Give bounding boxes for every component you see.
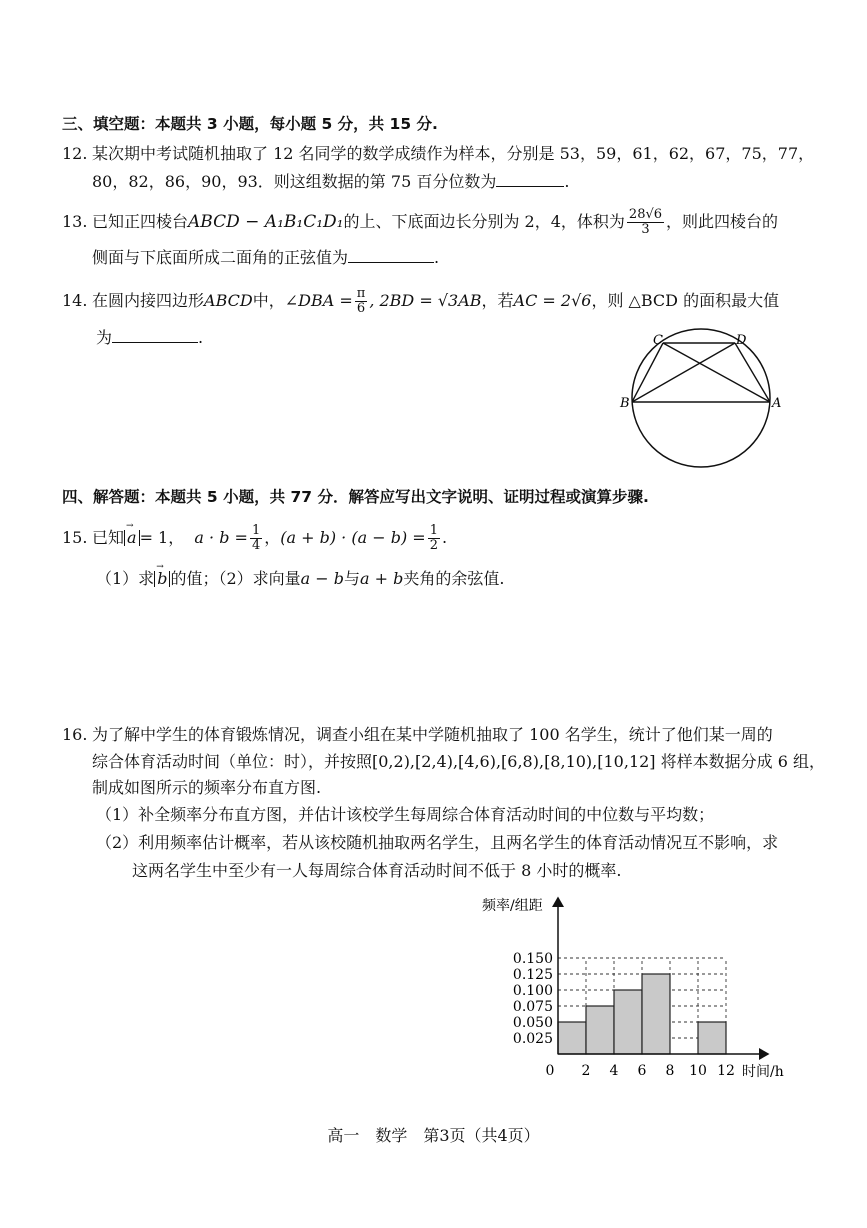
q12-text1: 某次期中考试随机抽取了 12 名同学的数学成绩作为样本，分别是 53，59，61，62，67，75，77， xyxy=(92,144,815,163)
x-tick-label: 2 xyxy=(581,1063,591,1079)
q13-volume-fraction xyxy=(627,208,664,237)
q14-circle-figure xyxy=(615,325,790,475)
q13-mid: 的上、下底面边长分别为 2，4，体积为 xyxy=(343,212,625,231)
q14-text2: 为 xyxy=(96,328,113,347)
q15-line2 xyxy=(96,569,504,589)
q14-mid2: ，若 xyxy=(481,291,514,310)
q14-line2 xyxy=(96,328,203,348)
q14-ac: AC = 2√6 xyxy=(513,291,592,310)
histogram-bar xyxy=(558,1022,586,1054)
y-tick-label: 0.100 xyxy=(512,983,553,999)
q15-sub2c: 夹角的余弦值. xyxy=(403,569,505,588)
y-axis-label: 频率/组距 xyxy=(482,898,543,914)
q15-expr: (a + b) · (a − b) = xyxy=(280,528,426,547)
x-tick-label: 6 xyxy=(637,1063,647,1079)
q12-number: 12. xyxy=(62,144,88,163)
y-tick-label: 0.075 xyxy=(512,999,553,1015)
q14-pre: 在圆内接四边形 xyxy=(92,291,205,310)
q15-fraction-2 xyxy=(428,524,440,553)
q12-line2 xyxy=(92,172,569,192)
y-tick-label: 0.025 xyxy=(512,1031,553,1047)
q14-end: . xyxy=(198,328,204,347)
q13-frac-num: 28√6 xyxy=(628,207,663,222)
q16-sub2a: （2）利用频率估计概率，若从该校随机抽取两名学生，且两名学生的体育活动情况互不影响，求 xyxy=(96,833,779,852)
histogram-bar xyxy=(614,990,642,1054)
q15-abs-a-vector: → a xyxy=(127,530,137,546)
q13-answer-blank[interactable] xyxy=(348,248,434,263)
q15-comma: ， xyxy=(264,528,281,547)
q14-condition: , 2BD = √3AB xyxy=(369,291,482,310)
x-tick-label: 0 xyxy=(545,1063,555,1079)
q14-number: 14. xyxy=(62,291,88,310)
q13-end: . xyxy=(434,248,440,267)
q16-line3: 制成如图所示的频率分布直方图. xyxy=(92,778,322,797)
x-tick-labels xyxy=(546,1063,735,1079)
q15-sub1b: 的值；（2）求向量 xyxy=(170,569,301,588)
q15-end: . xyxy=(441,528,448,547)
y-tick-label: 0.150 xyxy=(512,951,553,967)
q15-eq1: = 1， xyxy=(139,528,185,547)
q16-sub1: （1）补全频率分布直方图，并估计该校学生每周综合体育活动时间的中位数与平均数； xyxy=(96,805,715,824)
q12-end: . xyxy=(564,172,570,191)
q15-number: 15. xyxy=(62,528,88,547)
q13-pre: 已知正四棱台 xyxy=(92,212,189,231)
section4-title: 四、解答题：本题共 5 小题，共 77 分．解答应写出文字说明、证明过程或演算步骤. xyxy=(62,488,649,506)
q12-text2: 80，82，86，90，93．则这组数据的第 75 百分位数为 xyxy=(92,172,497,191)
q14-line1 xyxy=(62,287,779,316)
q13-post: ，则此四棱台的 xyxy=(666,212,779,231)
label-c: C xyxy=(653,333,663,348)
q14-angle-fraction xyxy=(355,287,368,316)
y-tick-label: 0.050 xyxy=(512,1015,553,1031)
q14-quad: ABCD xyxy=(204,291,253,310)
q15-f1-den: 4 xyxy=(251,538,261,553)
q16-text1: 为了解中学生的体育锻炼情况，调查小组在某中学随机抽取了 100 名学生，统计了他们某一周的 xyxy=(92,725,773,744)
q14-angle: ∠DBA = xyxy=(284,291,353,310)
q12-answer-blank[interactable] xyxy=(496,172,564,187)
q13-number: 13. xyxy=(62,212,88,231)
q15-sub2b: 与 xyxy=(343,569,360,588)
label-d: D xyxy=(736,333,747,348)
q15-abs-a xyxy=(124,530,140,546)
x-tick-label: 8 xyxy=(665,1063,675,1079)
q13-line1 xyxy=(62,208,778,237)
q16-sub2b: 这两名学生中至少有一人每周综合体育活动时间不低于 8 小时的概率. xyxy=(132,861,622,880)
q14-frac-num: π xyxy=(356,286,366,301)
q16-number: 16. xyxy=(62,725,88,744)
q16-line2: 综合体育活动时间（单位：时），并按照[0,2),[2,4),[4,6),[6,8),[8,10),[10,12] 将样本数据分成 6 组， xyxy=(92,752,825,771)
q15-f2-den: 2 xyxy=(429,538,438,553)
x-tick-label: 12 xyxy=(717,1063,735,1079)
histogram-bar xyxy=(642,974,670,1054)
q13-text2: 侧面与下底面所成二面角的正弦值为 xyxy=(92,248,349,267)
x-tick-label: 10 xyxy=(689,1063,707,1079)
q14-mid1: 中， xyxy=(252,291,285,310)
circumcircle xyxy=(632,329,770,467)
q15-abs-b xyxy=(154,571,170,587)
q15-f2-num: 1 xyxy=(429,523,438,538)
page-footer: 高一 数学 第3页（共4页） xyxy=(327,1126,540,1145)
diagonal-ca xyxy=(663,343,770,402)
q13-frustum-name: ABCD − A₁B₁C₁D₁ xyxy=(188,212,344,232)
label-b: B xyxy=(620,396,630,411)
q12-line1 xyxy=(62,144,814,164)
q16-line1 xyxy=(62,725,773,745)
q15-vec-sum: a + b xyxy=(360,569,404,588)
q13-line2 xyxy=(92,248,439,268)
q15-abs-b-vector: → b xyxy=(157,571,167,587)
histogram-bar xyxy=(586,1006,614,1054)
histogram-bar xyxy=(698,1022,726,1054)
y-tick-label: 0.125 xyxy=(512,967,553,983)
q15-sub1: （1）求 xyxy=(96,569,155,588)
q15-fraction-1 xyxy=(250,524,262,553)
q15-pre: 已知 xyxy=(92,528,125,547)
x-axis-label: 时间/h xyxy=(742,1064,784,1080)
y-tick-labels xyxy=(513,951,553,1047)
frequency-histogram xyxy=(470,888,800,1088)
section3-title: 三、填空题：本题共 3 小题，每小题 5 分，共 15 分. xyxy=(62,115,438,133)
q14-frac-den: 6 xyxy=(356,301,366,316)
q15-f1-num: 1 xyxy=(251,523,261,538)
q15-vec-diff: a − b xyxy=(300,569,344,588)
x-tick-label: 4 xyxy=(609,1063,619,1079)
q15-line1 xyxy=(62,524,447,553)
q13-frac-den: 3 xyxy=(641,222,650,237)
label-a: A xyxy=(772,396,782,411)
q14-post: ，则 △BCD 的面积最大值 xyxy=(591,291,780,310)
q14-answer-blank[interactable] xyxy=(112,328,198,343)
q15-dot: a · b = xyxy=(194,528,248,547)
histogram-bars xyxy=(558,974,726,1054)
